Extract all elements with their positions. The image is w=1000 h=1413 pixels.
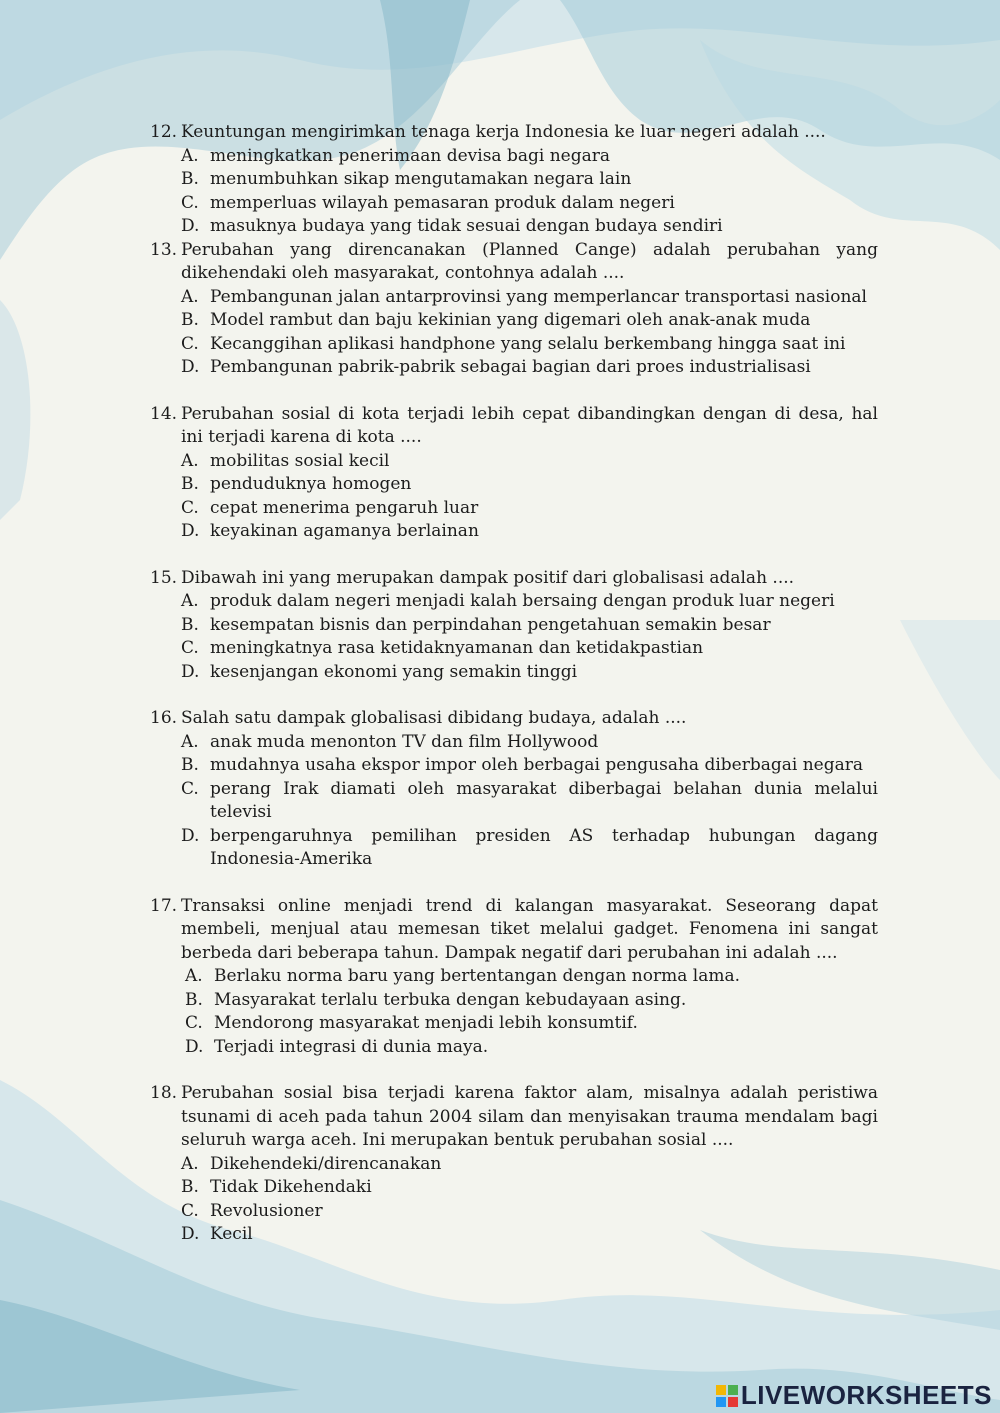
option-a[interactable] (150, 590, 878, 614)
option-letter: D. (181, 357, 200, 377)
option-text: Masyarakat terlalu terbuka dengan kebudayaan asing. (214, 989, 687, 1010)
option-d[interactable] (150, 215, 878, 239)
question-text: Salah satu dampak globalisasi dibidang budaya, adalah .... (181, 708, 687, 728)
option-letter: C. (181, 778, 199, 799)
option-b[interactable] (150, 473, 878, 497)
question-stem (150, 239, 878, 286)
option-text: meningkatkan penerimaan devisa bagi negara (210, 145, 610, 166)
option-text: perang Irak diamati oleh masyarakat diberbagai belahan dunia melalui televisi (210, 778, 878, 822)
option-text: produk dalam negeri menjadi kalah bersaing dengan produk luar negeri (210, 591, 835, 611)
option-letter: A. (181, 450, 199, 471)
question-stem (150, 707, 878, 731)
option-list (150, 145, 878, 239)
option-text: Mendorong masyarakat menjadi lebih konsumtif. (214, 1013, 638, 1033)
brand-name: LIVEWORKSHEETS (740, 1380, 992, 1410)
question-stem (150, 121, 878, 145)
option-a[interactable] (150, 145, 878, 169)
option-letter: C. (181, 638, 199, 658)
option-letter: B. (181, 614, 199, 635)
question-16 (150, 707, 878, 872)
liveworksheets-branding[interactable] (715, 1380, 992, 1411)
option-a[interactable] (150, 450, 878, 474)
option-d[interactable] (150, 1223, 878, 1247)
worksheet-content (150, 121, 878, 1270)
question-15 (150, 567, 878, 685)
option-text: Kecil (210, 1224, 253, 1244)
question-text: Perubahan sosial di kota terjadi lebih cepat dibandingkan dengan di desa, hal ini terjadi karena di kota .... (181, 403, 878, 447)
option-text: Kecanggihan aplikasi handphone yang selalu berkembang hingga saat ini (210, 333, 846, 354)
option-letter: B. (181, 169, 199, 189)
question-12 (150, 121, 878, 239)
option-text: meningkatnya rasa ketidaknyamanan dan ketidakpastian (210, 638, 704, 658)
option-letter: B. (181, 1177, 199, 1197)
option-text: anak muda menonton TV dan film Hollywood (210, 731, 599, 752)
option-d[interactable] (150, 825, 878, 872)
option-list (150, 450, 878, 544)
option-letter: A. (185, 966, 203, 986)
option-letter: B. (181, 474, 199, 494)
option-letter: D. (181, 216, 200, 236)
option-c[interactable] (150, 192, 878, 216)
option-text: Pembangunan pabrik-pabrik sebagai bagian dari proes industrialisasi (210, 357, 811, 377)
option-c[interactable] (150, 1200, 878, 1224)
option-text: keyakinan agamanya berlainan (210, 521, 479, 541)
option-letter: C. (185, 1013, 203, 1033)
option-letter: C. (181, 497, 199, 518)
option-text: Tidak Dikehendaki (210, 1177, 372, 1197)
option-a[interactable] (150, 1153, 878, 1177)
option-text: kesempatan bisnis dan perpindahan pengetahuan semakin besar (210, 614, 771, 635)
option-text: Terjadi integrasi di dunia maya. (214, 1036, 489, 1057)
question-number: 18. (150, 1083, 178, 1103)
option-text: Pembangunan jalan antarprovinsi yang memperlancar transportasi nasional (210, 286, 867, 307)
option-c[interactable] (150, 778, 878, 825)
question-text: Dibawah ini yang merupakan dampak positif dari globalisasi adalah .... (181, 567, 795, 588)
option-b[interactable] (150, 754, 878, 778)
option-d[interactable] (150, 520, 878, 544)
option-c[interactable] (150, 1012, 878, 1036)
option-b[interactable] (150, 614, 878, 638)
option-letter: A. (181, 286, 199, 307)
option-text: Dikehendeki/direncanakan (210, 1153, 442, 1174)
option-d[interactable] (150, 661, 878, 685)
option-letter: D. (185, 1036, 204, 1057)
question-stem (150, 403, 878, 450)
question-14 (150, 403, 878, 544)
question-stem (150, 567, 878, 591)
option-d[interactable] (150, 356, 878, 380)
liveworksheets-logo-icon (715, 1384, 739, 1408)
option-text: Model rambut dan baju kekinian yang digemari oleh anak-anak muda (210, 310, 811, 330)
option-b[interactable] (150, 168, 878, 192)
question-17 (150, 895, 878, 1060)
option-letter: C. (181, 333, 199, 354)
option-text: cepat menerima pengaruh luar (210, 497, 479, 518)
question-text: Perubahan yang direncanakan (Planned Cange) adalah perubahan yang dikehendaki oleh masyarakat, contohnya adalah .... (181, 239, 878, 283)
option-letter: B. (185, 989, 203, 1010)
option-list (150, 286, 878, 380)
option-letter: A. (181, 1153, 199, 1174)
option-a[interactable] (150, 286, 878, 310)
option-list (150, 590, 878, 684)
option-text: Revolusioner (210, 1200, 323, 1221)
option-text: memperluas wilayah pemasaran produk dalam negeri (210, 192, 675, 213)
question-number: 15. (150, 567, 178, 588)
option-list (150, 965, 878, 1059)
option-letter: B. (181, 310, 199, 330)
option-text: berpengaruhnya pemilihan presiden AS terhadap hubungan dagang Indonesia-Amerika (210, 825, 878, 869)
option-a[interactable] (150, 965, 878, 989)
option-text: mobilitas sosial kecil (210, 450, 390, 471)
option-d[interactable] (150, 1036, 878, 1060)
option-b[interactable] (150, 989, 878, 1013)
option-text: kesenjangan ekonomi yang semakin tinggi (210, 661, 578, 682)
question-number: 14. (150, 403, 178, 424)
option-text: mudahnya usaha ekspor impor oleh berbagai pengusaha diberbagai negara (210, 755, 864, 775)
option-c[interactable] (150, 497, 878, 521)
option-list (150, 731, 878, 872)
question-stem (150, 1082, 878, 1153)
question-18 (150, 1082, 878, 1247)
question-13 (150, 239, 878, 380)
option-letter: A. (181, 145, 199, 166)
question-number: 17. (150, 895, 178, 916)
option-letter: A. (181, 591, 199, 611)
question-number: 13. (150, 239, 178, 260)
option-list (150, 1153, 878, 1247)
option-letter: C. (181, 1200, 199, 1221)
option-a[interactable] (150, 731, 878, 755)
question-text: Keuntungan mengirimkan tenaga kerja Indonesia ke luar negeri adalah .... (181, 122, 826, 142)
question-number: 16. (150, 708, 178, 728)
question-text: Perubahan sosial bisa terjadi karena faktor alam, misalnya adalah peristiwa tsunami di aceh pada tahun 2004 silam dan menyisakan trauma mendalam bagi seluruh warga aceh. Ini merupakan bentuk perubahan sosial .... (181, 1083, 878, 1150)
option-letter: D. (181, 661, 200, 682)
option-letter: A. (181, 731, 199, 752)
option-c[interactable] (150, 637, 878, 661)
option-letter: D. (181, 825, 200, 846)
option-letter: B. (181, 755, 199, 775)
option-b[interactable] (150, 309, 878, 333)
question-text: Transaksi online menjadi trend di kalangan masyarakat. Seseorang dapat membeli, menjual atau memesan tiket melalui gadget. Fenomena ini sangat berbeda dari beberapa tahun. Dampak negatif dari perubahan ini adalah .... (181, 895, 878, 963)
option-b[interactable] (150, 1176, 878, 1200)
option-text: Berlaku norma baru yang bertentangan dengan norma lama. (214, 966, 741, 986)
option-c[interactable] (150, 333, 878, 357)
option-text: menumbuhkan sikap mengutamakan negara lain (210, 169, 632, 189)
question-stem (150, 895, 878, 966)
question-number: 12. (150, 122, 178, 142)
option-text: penduduknya homogen (210, 474, 412, 494)
option-letter: D. (181, 1224, 200, 1244)
option-letter: D. (181, 521, 200, 541)
option-text: masuknya budaya yang tidak sesuai dengan budaya sendiri (210, 216, 723, 236)
option-letter: C. (181, 192, 199, 213)
